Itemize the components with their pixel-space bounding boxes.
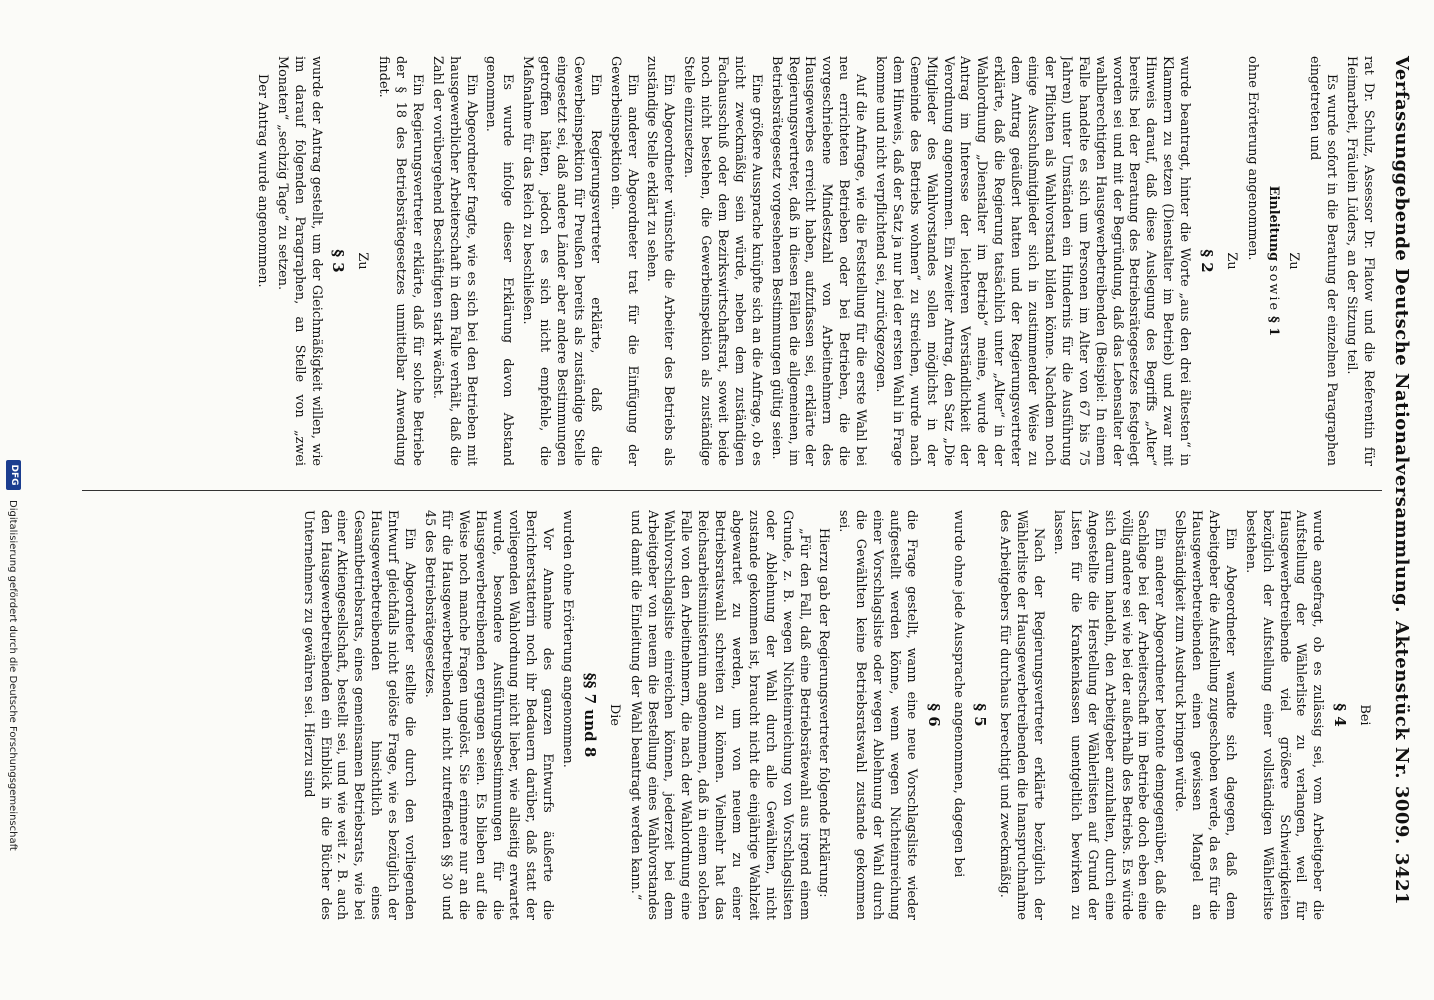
section-4-heading: § 4 (1331, 703, 1350, 727)
quoted-statement: „Für den Fall, daß eine Betriebsrätewahl aus irgend einem Grunde, z. B. wegen Nichteinreichung von Vorschlagslisten oder Ablehnung der Wahl durch alle Gewählten, nicht zustande gekommen ist, braucht nicht die einjährige Wahlzeit abgewartet zu werden, um von neuem zu einer Betriebsratswahl schreiten zu können. Vielmehr hat das Reichsarbeitsministerium angenommen, daß in einem solchen Falle von den Arbeitnehmern, die nach der Wahlordnung eine Wahlvorschlagsliste einreichen können, jederzeit bei dem Arbeitgeber von neuem die Bestellung eines Wahlvorstandes und damit die Einleitung der Wahl beantragt werden kann.“ (627, 510, 812, 920)
paragraph: Vor Annahme des ganzen Entwurfs äußerte die Berichterstatterin noch ihr Bedauern darüber, daß statt der vorliegenden Wahlordnung nicht lieber, wie allseitig erwartet wurde, besondere Ausführungsbestimmungen für die Hausgewerbetreibenden ergangen seien. Es blieben auf die Weise noch manche Fragen ungelöst. Sie erinnere nur an die für die Hausgewerbetreibenden nicht zutreffenden §§ 30 und 45 des Betriebsrätegesetzes. (421, 510, 556, 920)
paragraph: Hierzu gab der Regierungsvertreter folgende Erklärung: (816, 528, 832, 898)
paragraph: Ein Abgeordneter wandte sich dagegen, daß dem Arbeitgeber die Aufstellung zugeschoben werde, da es für die Hausgewerbetreibenden einen gewissen Mangel an Selbständigkeit zum Ausdruck bringen würde. (1172, 510, 1238, 920)
paragraph: Nach der Regierungsvertreter erklärte bezüglich der Wählerliste der Hausgewerbetreibenden die Inanspruchnahme des Arbeitgebers für durchaus berechtigt und zweckmäßig. (997, 510, 1047, 920)
paragraph: Ein Abgeordneter wünschte die Arbeiter des Betriebs als zuständige Stelle erklärt zu sehen. (644, 56, 677, 466)
paragraph: Eine größere Aussprache knüpfte sich an die Anfrage, ob es nicht zweckmäßig sein würde, neben dem zuständigen Fachausschuß oder dem Bezirkswirtschaftsrat, soweit beide noch nicht bestehen, die Gewerbeinspektion als zuständige Stelle einzusetzen. (681, 56, 764, 466)
header-document-number: Aktenstück Nr. 3009. (1391, 621, 1412, 845)
paragraph: wurde beantragt, hinter die Worte „aus den drei ältesten“ in Klammern zu setzen (Dienstalter im Betrieb) und zwar mit Hinweis darauf, daß diese Auslegung des Begriffs „Alter“ bereits bei der Beratung des Betriebsrätegesetzes festgelegt worden sei und mit der Begründung, daß das Lebensalter der wahlberechtigten Hausgewerbetreibenden (Beispiel: In einem Falle handelte es sich um Personen im Alter von 67 bis 75 Jahren) unter Umständen ein Hindernis für die Ausführung der Pflichten als Wahlvorstand bilden könne. Nachdem noch einige Ausschußmitglieder sich in zustimmender Weise zu dem Antrag geäußert hatten und der Regierungsvertreter erklärte, daß die Regierung tatsächlich unter „Alter“ in der Wahlordnung „Dienstalter im Betrieb“ meine, wurde der Antrag im Interesse der leichteren Verständlichkeit der Verordnung angenommen. Ein zweiter Antrag, den Satz „Die Mitglieder des Wahlvorstandes sollen möglichst in der Gemeinde des Betriebs wohnen“ zu streichen, wurde nach dem Hinweis, daß der Satz ja nur bei der ersten Wahl in Frage komme und nicht verpflichtend sei, zurückgezogen. (873, 56, 1193, 466)
paragraph: wurden ohne Erörterung angenommen. (560, 510, 576, 768)
section-1-heading: § 1 (1265, 316, 1281, 337)
paragraph: Auf die Anfrage, wie die Feststellung für die erste Wahl bei neu errichteten Betrieben oder bei Betrieben, die die vorgeschriebene Mindestzahl von Arbeitnehmern des Hausgewerbes erreicht haben, aufzufassen sei, erklärte der Regierungsvertreter, daß in diesen Fällen die allgemeinen, im Betriebsrätegesetz vorgesehenen Bestimmungen gültig seien. (768, 56, 869, 466)
right-column (40, 510, 1376, 920)
paragraph: rat Dr. Schulz, Assessor Dr. Flatow und die Referentin für Heimarbeit, Fräulein Lüders, an der Sitzung teil. (1344, 56, 1376, 466)
paragraph: wurde der Antrag gestellt, um der Gleichmäßigkeit willen, wie im darauf folgenden Paragraphen, an Stelle von „zwei Monaten“ „sechzig Tage“ zu setzen. (274, 56, 324, 466)
page-number: 3421 (1391, 852, 1412, 905)
paragraph: Ein Regierungsvertreter erklärte, daß für solche Betriebe der § 18 des Betriebsrätegesetzes unmittelbar Anwendung findet. (376, 56, 425, 466)
digitization-footer (2, 0, 24, 1000)
section-5-heading: § 5 (971, 703, 990, 727)
paragraph: Es wurde sofort in die Beratung der einzelnen Paragraphen eingetreten und (1307, 56, 1340, 466)
paragraph: Ein Abgeordneter stellte die durch den vorliegenden Entwurf gleichfalls nicht gelöste Frage, wie es bezüglich der Hausgewerbetreibenden hinsichtlich eines Gesamtbetriebsrats, eines gemeinsamen Betriebsrats, wie bei einer Aktiengesellschaft, bestellt sei, und wie weit z. B. auch den Hausgewerbetreibenden ein Einblick in die Bücher des Unternehmers zu gewähren sei. Hierzu sind (300, 510, 418, 920)
section-3-heading: § 3 (329, 249, 348, 273)
paragraph: wurde angefragt, ob es zulässig sei, vom Arbeitgeber die Aufstellung der Wählerliste zu verlangen, weil für Hausgewerbetreibende viel größere Schwierigkeiten bezüglich der Aufstellung einer vollständigen Wählerliste bestehen. (1242, 510, 1326, 920)
einleitung-heading: Einleitung (1265, 185, 1281, 262)
die-label: Die (606, 704, 622, 726)
einleitung-line (1264, 56, 1281, 466)
header-title: Verfassunggebende Deutsche Nationalversammlung. (1391, 56, 1412, 614)
bei-label: Bei (1357, 704, 1372, 726)
zu-label: Zu (1286, 252, 1302, 270)
paragraph: Der Antrag wurde angenommen. (254, 74, 270, 288)
column-divider (82, 490, 1382, 491)
left-column (40, 56, 1376, 466)
footer-credit: Digitalisierung gefördert durch die Deutsche Forschungsgemeinschaft (7, 500, 18, 851)
section-2-heading: § 2 (1197, 249, 1216, 273)
dfg-logo: DFG (6, 460, 21, 490)
paragraph: Es wurde infolge dieser Erklärung davon Abstand genommen. (483, 56, 516, 466)
section-6-heading: § 6 (924, 703, 943, 727)
paragraph: Ein Regierungsvertreter erklärte, daß die Gewerbeinspektion für Preußen bereits als zuständige Stelle eingesetzt sei, daß andere Länder aber andere Bestimmungen getroffen hätten, jedoch es sich nicht empfehle, die Maßnahme für das Reich zu beschließen. (520, 56, 603, 466)
paragraph: Ein anderer Abgeordneter trat für die Einfügung der Gewerbeinspektion ein. (607, 56, 640, 466)
sowie-word: sowie (1265, 265, 1281, 313)
paragraph: die Frage gestellt, wann eine neue Vorschlagsliste wieder aufgestellt werden könne, wenn wegen Nichteinreichung einer Vorschlagsliste oder wegen Ablehnung der Wahl durch die Gewählten keine Betriebsratswahl zustande gekommen sei. (836, 510, 919, 920)
zu-label: Zu (1223, 252, 1239, 270)
paragraph: Ein Abgeordneter fragte, wie es sich bei den Betrieben mit hausgewerblicher Arbeiterschaft in dem Falle verhält, daß die Zahl der vorübergehend Beschäftigten stark wächst. (429, 56, 479, 466)
section-7-8-heading: §§ 7 und 8 (580, 672, 599, 758)
page-header (1382, 56, 1426, 905)
paragraph: wurde ohne jede Aussprache angenommen, dagegen bei (950, 510, 966, 878)
zu-label: Zu (355, 252, 371, 270)
paragraph: ohne Erörterung angenommen. (1244, 56, 1260, 261)
paragraph: Ein anderer Abgeordneter betonte demgegenüber, daß die Sachlage bei der Arbeiterschaft im Betriebe doch eben eine völlig andere sei wie bei der außerhalb des Betriebs. Es würde sich darum handeln, den Arbeitgeber anzuhalten, durch eine Angestellte die Herstellung der Wählerlisten auf Grund der Listen für die Krankenkassen unentgeltlich bewirken zu lassen. (1050, 510, 1168, 920)
